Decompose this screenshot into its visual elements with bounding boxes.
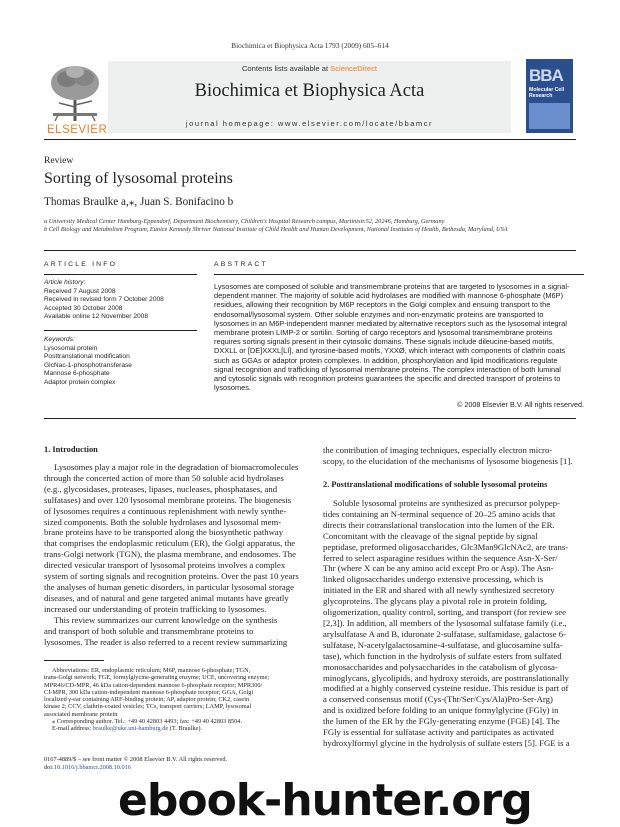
body-line: monosaccharides and polysaccharides in the catabolism of glycosa- <box>323 661 558 672</box>
abstract-line: membrane protein LIMP-2 or sortilin. Sorting of cargo receptors and lysosomal transmembrane proteins <box>214 328 553 338</box>
keyword: GlcNac-1-phosphotransferase <box>44 361 132 369</box>
abbreviations-footnote <box>44 667 319 733</box>
article-info-heading: ARTICLE INFO <box>44 261 118 268</box>
body-line: diseases, and of natural and gene targeted animal mutants have greatly <box>44 592 289 603</box>
body-line: brane proteins have to be transported along the biosynthetic pathway <box>44 527 284 538</box>
body-line: directs their cotranslational translocation into the lumen of the ER. <box>323 519 555 530</box>
body-line: hydroxylformyl glycine in the hydrolysis of sulfate esters [5]. FGE is a <box>323 737 570 748</box>
cover-title: BBA <box>529 66 563 85</box>
body-line: increased our understanding of protein trafficking to lysosomes. <box>44 603 267 614</box>
affiliation-a: a University Medical Center Hamburg-Eppendorf, Department Biochemistry, Children's Hospital Research campus, Martinistr.52, 20246, Hamburg, Germany <box>44 218 445 225</box>
history-revised: Received in revised form 7 October 2008 <box>44 296 164 304</box>
body-line: and transport of both soluble and transmembrane proteins to <box>44 625 254 636</box>
homepage-link[interactable]: www.elsevier.com/locate/bbamcr <box>277 119 434 128</box>
doi-prefix: doi: <box>44 764 54 771</box>
elsevier-logo <box>45 63 105 123</box>
issn-line: 0167-4889/$ – see front matter © 2008 Elsevier B.V. All rights reserved. <box>44 756 228 763</box>
body-line: sulfatases) and over 120 lysosomal membrane proteins. The biogenesis <box>44 494 292 505</box>
body-line: Thr (where X can be any amino acid except Pro or Asp). The Asn- <box>323 563 554 574</box>
abstract-end-rule <box>44 418 576 419</box>
body-line: Concomitant with the cleavage of the signal peptide by signal <box>323 530 538 541</box>
footnote-line: kinase 2; CCV, clathrin-coated vesicles; TCs, transport carriers; LAMP, lysosomal <box>44 703 252 711</box>
body-line: of lysosomes requires a continuous replenishment with newly synthe- <box>44 505 287 516</box>
body-line: directed vesicular transport of lysosomal proteins involves a complex <box>44 560 286 571</box>
body-line: oligomerization, quality control, sorting, and transport (for review see <box>323 607 566 618</box>
running-header: Biochimica et Biophysica Acta 1793 (2009) 605–614 <box>231 41 389 50</box>
body-line: system of sorting signals and recognition proteins. Over the past 10 years <box>44 571 299 582</box>
email-link[interactable]: braulke@uke.uni-hamburg.de <box>92 725 169 733</box>
keyword: Posttranslational modification <box>44 353 130 361</box>
body-line: the contribution of imaging techniques, especially electron micro- <box>323 445 553 455</box>
body-line: ferred to select asparagine residues within the sequence Asn-X-Ser/ <box>323 552 558 563</box>
abstract-line: and cytosolic signals with recognition proteins guarantees the specific and directed transport of proteins to <box>214 374 561 384</box>
affiliation-rule <box>44 250 576 251</box>
footnote-line: Abbreviations: ER, endoplasmic reticulum; M6P, mannose 6-phosphate; TGN, <box>52 667 251 674</box>
body-line: Soluble lysosomal proteins are synthesized as precursor polypep- <box>333 498 561 508</box>
abstract-line: requires sorting signals present in their cytosolic domains. These signals include dileucine-based motifs, <box>214 337 555 347</box>
journal-cover <box>526 59 573 133</box>
body-line: (e.g., glycosidases, proteases, lipases, nucleases, phosphatases, and <box>44 483 278 494</box>
body-line: glycoproteins. The glycans play a pivotal role in protein folding, <box>323 596 547 607</box>
email-prefix: E-mail address: <box>52 725 93 733</box>
cover-image <box>529 103 570 129</box>
body-line: that comprises the endoplasmic reticulum (ER), the Golgi apparatus, the <box>44 538 296 549</box>
footnote-line: CI-MPR, 300 kDa cation-independent mannose 6-phosphate receptor; GGA, Golgi <box>44 688 254 696</box>
body-line: scopy, to the elucidation of the mechanisms of lysosome biogenesis [1]. <box>323 455 573 466</box>
footnote-line: trans-Golgi network; FGE, formylglycine-generating enzyme; UCE, uncovering enzyme; <box>44 674 270 682</box>
journal-homepage <box>108 119 511 128</box>
article-title: Sorting of lysosomal proteins <box>44 170 233 187</box>
abstract-line: endosomal/lysosomal system. Other soluble enzymes and non-enzymatic proteins are transported to <box>214 309 544 319</box>
affiliation-b: b Cell Biology and Metabolism Program, Eunice Kennedy Shriver National Institute of Child Health and Human Development, National Institutes of Health, Bethesda, Maryland, USA <box>44 226 508 233</box>
body-line: This review summarizes our current knowledge on the synthesis <box>54 614 278 625</box>
abstract-line: such as GGAs or adaptor protein complexes. In addition, phosphorylation and lipid modifications regulate <box>214 355 558 365</box>
body-line: [2,3]). In addition, all members of the lysosomal sulfatase family (i.e., <box>323 617 567 628</box>
body-line: peptidase, preformed oligosaccharides, Glc3Man9GlcNAc2, are trans- <box>323 541 569 552</box>
authors: Thomas Braulke a,⁎, Juan S. Bonifacino b <box>44 196 234 208</box>
masthead-rule <box>44 139 576 140</box>
abstract-heading: ABSTRACT <box>214 261 268 268</box>
body-line: sized components. Both the soluble hydrolases and lysosomal mem- <box>44 516 282 527</box>
abstract-copyright: © 2008 Elsevier B.V. All rights reserved. <box>457 400 584 409</box>
body-line: minoglycans, glycolipids, and hydroxy steroids, are posttranslationally <box>323 672 569 683</box>
body-line: trans-Golgi network (TGN), the plasma membrane, and endosomes. The <box>44 549 296 560</box>
abstract-line: residues, allowing their recognition by M6P receptors in the Golgi complex and ensuing transport to the <box>214 300 551 310</box>
abstract-line: Lysosomes are composed of soluble and transmembrane proteins that are targeted to lysosomes in a signal- <box>214 282 570 291</box>
doi-link[interactable]: 10.1016/j.bbamcr.2008.10.016 <box>53 764 131 771</box>
intro-heading: 1. Introduction <box>44 445 98 454</box>
keywords-label: Keywords: <box>44 336 75 343</box>
body-line: FGly is essential for sulfatase activity and participates as activated <box>323 727 554 738</box>
contents-prefix: Contents lists available at <box>241 64 331 73</box>
history-received: Received 7 August 2008 <box>44 287 116 295</box>
journal-name: Biochimica et Biophysica Acta <box>194 81 425 101</box>
body-line: modified at a highly conserved cysteine residue. This residue is part of <box>323 683 569 694</box>
abstract-line: lysosomes in an M6P-independent manner mediated by alternative receptors such as the lysosomal integral <box>214 318 567 328</box>
body-line: initiated in the ER and shared with all newly synthesized secretory <box>323 585 555 596</box>
body-line: and is oxidized before folding to an unique formylglycine (FGly) in <box>323 705 559 716</box>
sciencedirect-link[interactable]: ScienceDirect <box>330 64 378 73</box>
article-info-rule <box>44 274 197 275</box>
article-type: Review <box>44 155 74 166</box>
intro-text <box>44 462 319 647</box>
abstract-line: DXXLL or [DE]XXXL[LI], and tyrosine-based motifs, YXXØ, which interact with components of clathrin coats <box>214 346 566 356</box>
body-line: tides containing an N-terminal sequence of 20–25 amino acids that <box>323 508 556 519</box>
body-line: the analyses of human genetic disorders, in particular lysosomal storage <box>44 581 294 592</box>
body-line: sulfatase, N-acetylgalactosamine-4-sulfatase, and glucosamine sulfa- <box>323 639 563 650</box>
footnote-line: associated membrane protein <box>44 710 118 718</box>
body-line: arylsulfatase A and B, iduronate 2-sulfatase, sulfamidase, galactose 6- <box>323 628 566 639</box>
homepage-prefix: journal homepage: <box>185 119 278 128</box>
watermark-text: ebook-hunter.org <box>118 775 532 826</box>
history-online: Available online 12 November 2008 <box>44 313 148 321</box>
article-history <box>44 279 164 322</box>
body-line: lysosomes. The reader is also referred to a recent review summarizing <box>44 636 288 647</box>
history-accepted: Accepted 30 October 2008 <box>44 304 123 312</box>
doi-line <box>44 764 131 772</box>
email-line <box>44 725 319 732</box>
history-label: Article history: <box>44 279 86 286</box>
body-line: Lysosomes play a major role in the degradation of biomacromolecules <box>54 462 299 472</box>
abstract-line: dependent manner. The majority of soluble acid hydrolases are modified with mannose 6-phosphate (M6P) <box>214 291 564 301</box>
col2-top-text <box>323 445 598 467</box>
abstract-line: lysosomes. <box>214 383 251 393</box>
abstract-line: signal recognition and trafficking of lysosomal membrane proteins. The complex interaction of both luminal <box>214 364 561 374</box>
corresponding-author: ⁎ Corresponding author. Tel.: +49 40 42803 4493; fax: +49 40 42803 8504. <box>52 718 243 726</box>
body-line: a conserved consensus motif (Cys-(Thr/Ser/Cys/Ala)Pro-Ser-Arg) <box>323 694 553 705</box>
keyword: Lysosomal protein <box>44 344 98 352</box>
elsevier-tree-icon <box>45 63 105 123</box>
keyword: Mannose 6-phosphate <box>44 370 110 378</box>
cover-subtitle: Molecular Cell Research <box>529 87 565 99</box>
body-line: tase), which function in the hydrolysis of sulfate esters from sulfated <box>323 650 562 661</box>
publisher-name: ELSEVIER <box>47 124 108 136</box>
footnote-rule <box>44 660 104 661</box>
section2-text <box>323 498 598 749</box>
keyword: Adaptor protein complex <box>44 378 116 386</box>
email-suffix: (T. Braulke). <box>168 725 203 733</box>
keywords <box>44 336 132 388</box>
section2-heading: 2. Posttranslational modifications of soluble lysosomal proteins <box>323 480 548 489</box>
abstract-rule <box>214 274 584 275</box>
body-line: through the concerted action of more than 50 soluble acid hydrolases <box>44 472 284 483</box>
keywords-rule <box>44 330 197 331</box>
body-line: linked oligosaccharides undergo extensive processing, which is <box>323 574 544 585</box>
journal-masthead <box>108 61 511 133</box>
contents-available <box>108 64 511 73</box>
footnote-line: localized γ-ear containing ARF-binding protein; AP, adaptor protein; CK2, casein <box>44 696 250 704</box>
footnote-line: MPR46/CD-MPR, 46 kDa cation-dependent mannose 6-phosphate receptor; MPR300/ <box>44 681 263 689</box>
body-line: the lumen of the ER by the FGly-generating enzyme (FGE) [4]. The <box>323 716 560 727</box>
abstract-text <box>214 282 584 392</box>
